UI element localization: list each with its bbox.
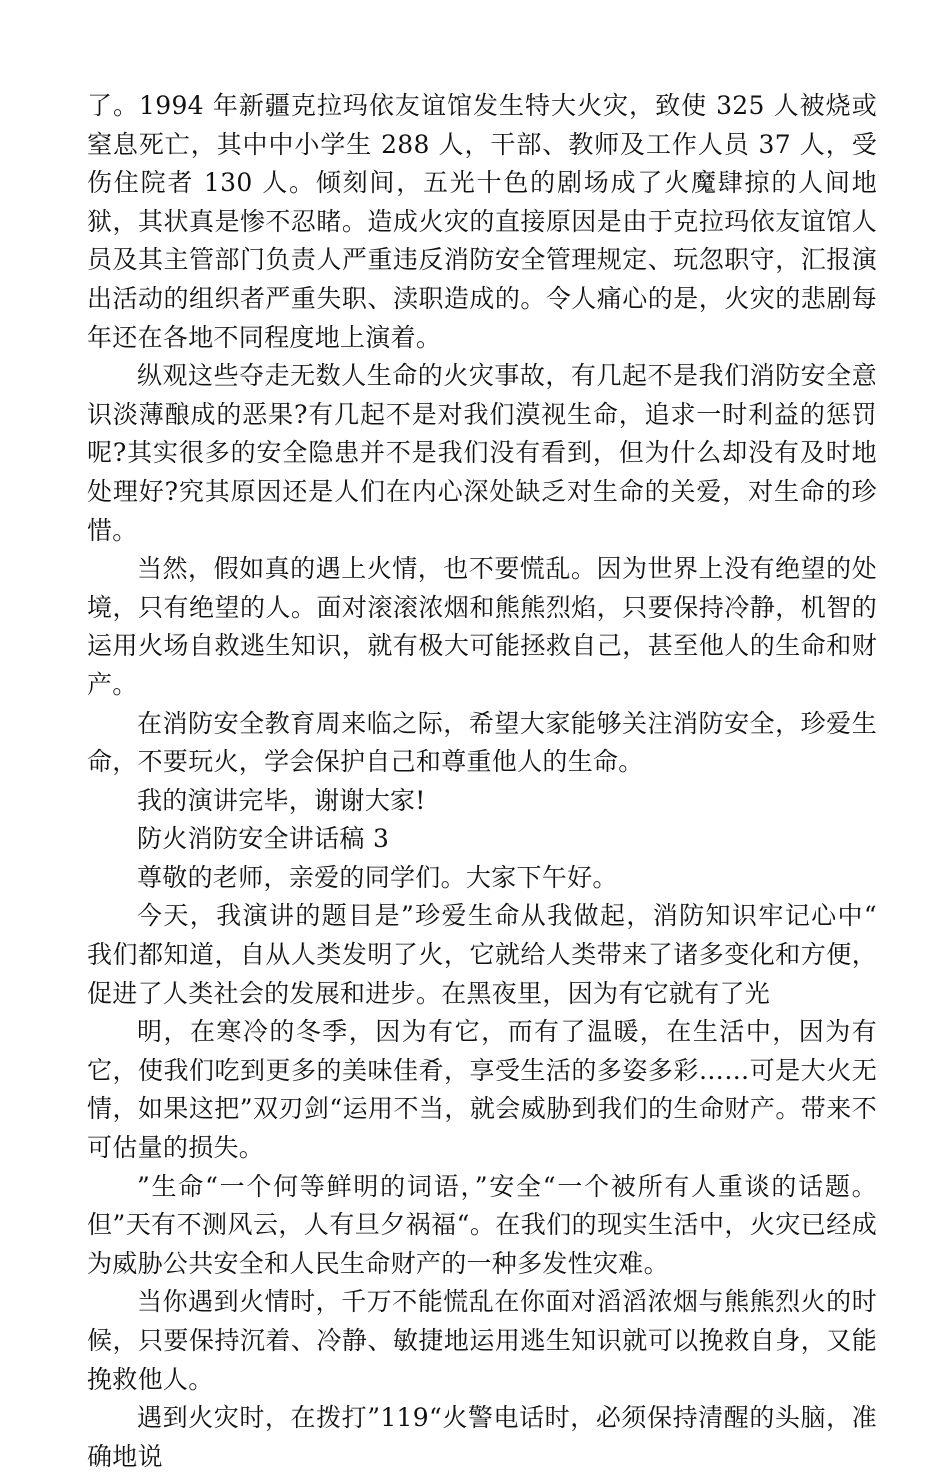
paragraph-2: 纵观这些夺走无数人生命的火灾事故，有几起不是我们消防安全意识淡薄酿成的恶果?有几起不是对我们漠视生命，追求一时利益的惩罚呢?其实很多的安全隐患并不是我们没有看到，但为什么却没有及时地处理好?究其原因还是人们在内心深处缺乏对生命的关爱，对生命的珍惜。 [87, 361, 877, 545]
paragraph-4: 在消防安全教育周来临之际，希望大家能够关注消防安全，珍爱生命，不要玩火，学会保护自己和尊重他人的生命。 [87, 708, 877, 777]
paragraph-6: 明，在寒冷的冬季，因为有它，而有了温暖，在生活中，因为有它，使我们吃到更多的美味佳肴，享受生活的多姿多彩……可是大火无情，如果这把”双刃剑“运用不当，就会威胁到我们的生命财产。带来不可估量的损失。 [87, 1017, 877, 1163]
greeting: 尊敬的老师，亲爱的同学们。大家下午好。 [137, 862, 618, 892]
paragraph-1: 了。1994 年新疆克拉玛依友谊馆发生特大火灾，致使 325 人被烧或窒息死亡，其中中小学生 288 人，干部、教师及工作人员 37 人，受伤住院者 130 人。倾刻间，五光十色的剧场成了火魔肆掠的人间地狱，其状真是惨不忍睹。造成火灾的直接原因是由于克拉玛依友谊馆人员及其主管部门负责人严重违反消防安全管理规定、玩忽职守，汇报演出活动的组织者严重失职、渎职造成的。令人痛心的是，火灾的悲剧每年还在各地不同程度地上演着。 [87, 91, 877, 352]
paragraph-9: 遇到火灾时，在拨打”119“火警电话时，必须保持清醒的头脑，准确地说 [87, 1403, 877, 1471]
paragraph-closing: 我的演讲完毕，谢谢大家! [137, 785, 426, 815]
paragraph-8: 当你遇到火情时，千万不能慌乱在你面对滔滔浓烟与熊熊烈火的时候，只要保持沉着、冷静、敏捷地运用逃生知识就可以挽救自身，又能挽救他人。 [87, 1287, 877, 1394]
section-title: 防火消防安全讲话稿 3 [137, 824, 390, 854]
paragraph-7: ”生命“一个何等鲜明的词语，”安全“一个被所有人重谈的话题。但”天有不测风云，人有旦夕祸福“。在我们的现实生活中，火灾已经成为威胁公共安全和人民生命财产的一种多发性灾难。 [87, 1171, 877, 1278]
paragraph-3: 当然，假如真的遇上火情，也不要慌乱。因为世界上没有绝望的处境，只有绝望的人。面对滚滚浓烟和熊熊烈焰，只要保持冷静，机智的运用火场自救逃生知识，就有极大可能拯救自己，甚至他人的生命和财产。 [87, 554, 877, 699]
document-body [87, 87, 877, 1476]
paragraph-5: 今天，我演讲的题目是”珍爱生命从我做起，消防知识牢记心中“ 我们都知道，自从人类发明了火，它就给人类带来了诸多变化和方便，促进了人类社会的发展和进步。在黑夜里，因为有它就有了光 [87, 901, 877, 1008]
